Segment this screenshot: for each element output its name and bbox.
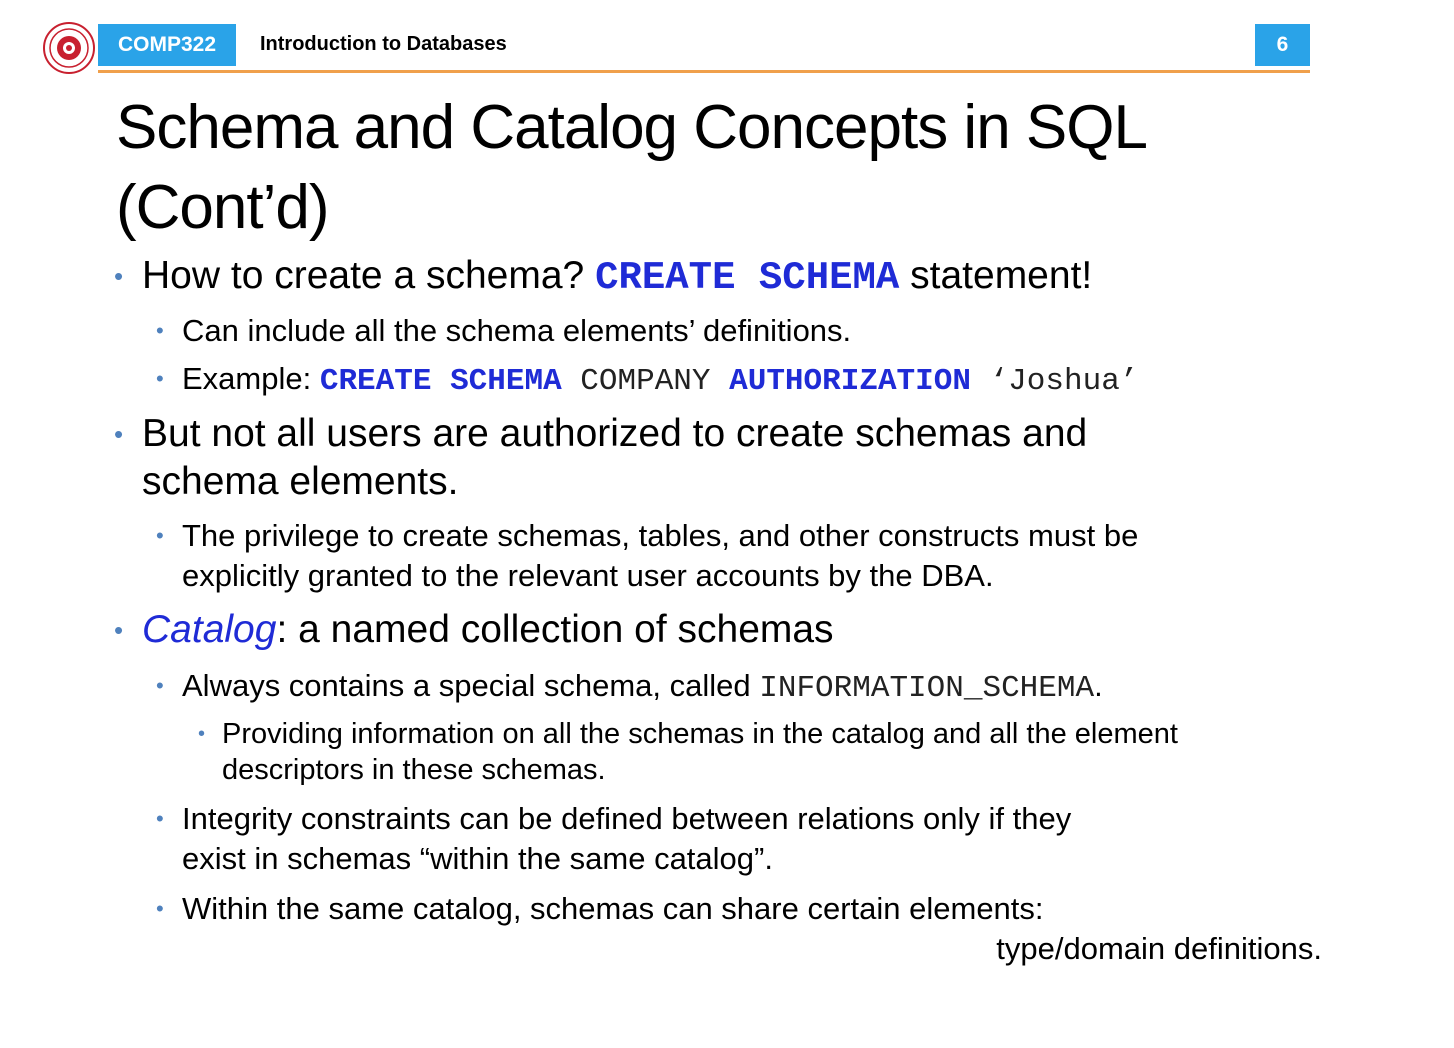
bullet-text: Always contains a special schema, called [182,668,760,703]
code-information-schema: INFORMATION_SCHEMA [759,671,1095,706]
header-divider [98,70,1310,73]
bullet-text: Within the same catalog, schemas can share certain elements: [182,891,1044,926]
bullet-catalog [114,606,1342,654]
sub-bullet-definitions [156,311,1342,351]
bullet-text: descriptors in these schemas. [222,754,606,786]
bullet-text: type/domain definitions. [996,931,1322,966]
sub-bullet-example [156,359,1342,402]
bullet-dot-icon: • [114,615,124,645]
bullet-text: But not all users are authorized to create schemas and [142,412,1088,455]
sub-bullet-share-elements [156,889,1342,969]
bullet-dot-icon: • [156,318,164,343]
bullet-dot-icon: • [198,723,206,745]
code-company: COMPANY [561,364,730,399]
sub-bullet-privilege [156,516,1342,596]
bullet-text: . [1094,668,1103,703]
bullet-text: How to create a schema? [142,254,596,297]
sub-bullet-integrity [156,799,1342,879]
bullet-text: The privilege to create schemas, tables, and other constructs must be [182,518,1139,553]
bullet-create-schema [114,252,1342,302]
bullet-dot-icon: • [156,673,164,698]
term-catalog: Catalog [142,608,277,651]
keyword-authorization: AUTHORIZATION [729,364,971,399]
bullet-text: Example: [182,361,320,396]
keyword-create-schema: CREATE SCHEMA [319,364,562,399]
keyword-create-schema: CREATE SCHEMA [595,256,900,300]
bullet-dot-icon: • [156,523,164,548]
slide-title-line2: (Cont’d) [116,173,329,242]
university-seal-icon [38,22,100,74]
bullet-text: Integrity constraints can be defined between relations only if they [182,801,1072,836]
bullet-authorization [114,410,1342,506]
course-title: Introduction to Databases [260,33,507,55]
bullet-text: schema elements. [142,460,459,503]
course-code-badge: COMP322 [98,24,236,66]
bullet-dot-icon: • [156,366,164,391]
bullet-text: Can include all the schema elements’ definitions. [182,313,852,348]
bullet-dot-icon: • [156,806,164,831]
bullet-text: statement! [899,254,1093,297]
bullet-dot-icon: • [156,896,164,921]
slide-title [116,88,1376,248]
page-number-badge: 6 [1255,24,1310,66]
sub-bullet-information-schema [156,666,1342,709]
bullet-text: explicitly granted to the relevant user accounts by the DBA. [182,558,994,593]
bullet-text: Providing information on all the schemas in the catalog and all the element [222,718,1178,750]
bullet-text: exist in schemas “within the same catalog”. [182,841,773,876]
code-joshua: ‘Joshua’ [970,364,1139,399]
bullet-text: : a named collection of schemas [276,608,834,651]
bullet-dot-icon: • [114,419,124,449]
slide-title-line1: Schema and Catalog Concepts in SQL [116,93,1147,162]
bullet-dot-icon: • [114,261,124,291]
sub-sub-bullet-providing-info [198,716,1342,788]
